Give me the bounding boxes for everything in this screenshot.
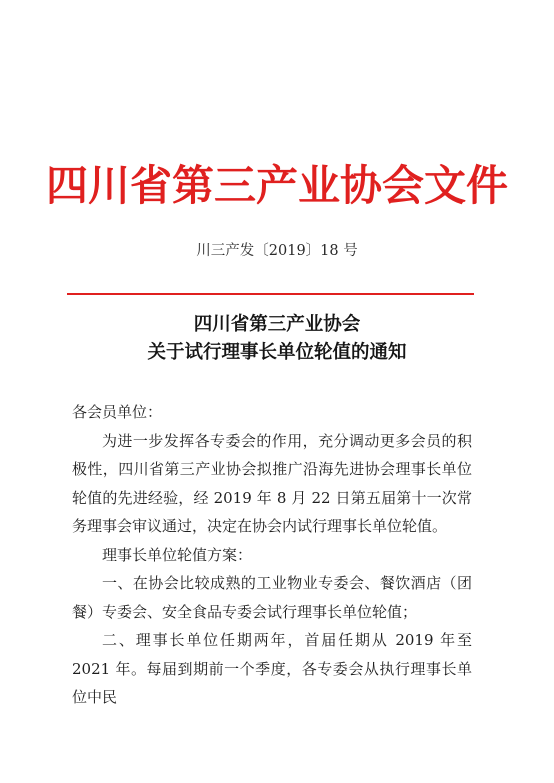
document-masthead: 四川省第三产业协会文件 <box>45 161 508 210</box>
notice-body <box>72 398 472 712</box>
paragraph-item-2: 二、理事长单位任期两年，首届任期从 2019 年至 2021 年。每届到期前一个季度，各专委会从执行理事长单位中民 <box>72 631 472 706</box>
red-divider-line <box>67 293 474 295</box>
document-number: 川三产发〔2019〕18 号 <box>196 243 358 259</box>
salutation: 各会员单位： <box>72 403 163 421</box>
notice-title-line-1: 四川省第三产业协会 <box>193 314 361 335</box>
paragraph-plan-heading: 理事长单位轮值方案： <box>102 545 253 564</box>
notice-title-line-2: 关于试行理事长单位轮值的通知 <box>147 342 407 363</box>
paragraph-intro: 为进一步发挥各专委会的作用，充分调动更多会员的积极性，四川省第三产业协会拟推广沿海先进协会理事长单位轮值的先进经验，经 2019 年 8 月 22 日第五届第十一次常务理事会审议通过，决定在协会内试行理事长单位轮值。 <box>72 431 472 535</box>
paragraph-item-1: 一、在协会比较成熟的工业物业专委会、餐饮酒店（团餐）专委会、安全食品专委会试行理事长单位轮值； <box>72 574 472 621</box>
